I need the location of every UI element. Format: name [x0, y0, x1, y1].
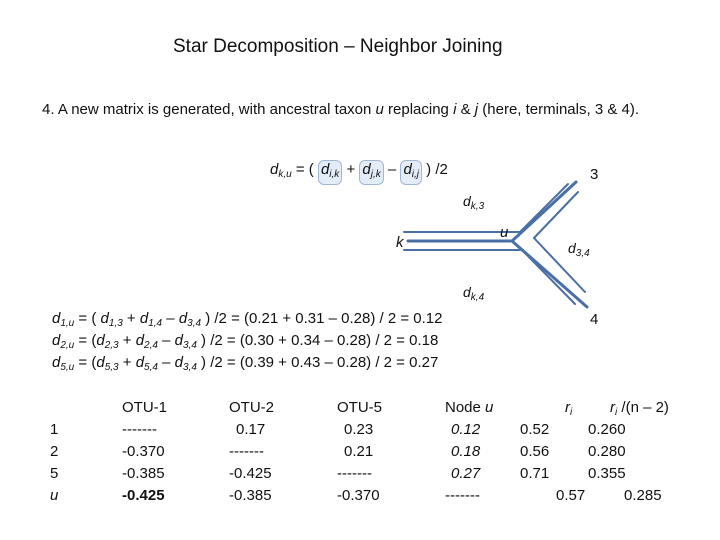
cell-otu2-r4: -0.385	[229, 487, 272, 504]
step-var-j: j	[474, 101, 479, 118]
ri-value-u: 0.57	[556, 487, 586, 504]
cell-otu5-r4: -0.370	[337, 487, 380, 504]
step-var-i: i	[453, 101, 457, 118]
formula-lhs: $d_{k,u}$	[270, 161, 292, 180]
cell-otu5-r3: -------	[337, 465, 372, 482]
col-header-otu5: OTU-5	[337, 399, 382, 416]
calc-row-3: $d_{5,u} = (d_{5,3} + d_{5,4} - d_{3,4}$ ) /2 = (0.39 + 0.43 – 0.28) / 2 = 0.27	[52, 354, 439, 373]
col-header-ri: $r_i$	[565, 399, 573, 418]
calc-row-2: $d_{2,u} = (d_{2,3} + d_{2,4} - d_{3,4}$ ) /2 = (0.30 + 0.34 – 0.28) / 2 = 0.18	[52, 332, 439, 351]
cell-otu5-r1: 0.23	[344, 421, 374, 438]
terminal-label-3: 3	[590, 166, 599, 183]
cell-node-r2: 0.18	[451, 443, 481, 460]
formula-end: ) /2	[422, 161, 448, 178]
edge-label-dk3: $d_{k,3}$	[463, 193, 485, 212]
col-header-ri-n: $r_i$ /(n – 2)	[610, 399, 669, 418]
row-label-2: 2	[50, 443, 59, 460]
cell-otu1-r3: -0.385	[122, 465, 165, 482]
col-header-otu1: OTU-1	[122, 399, 167, 416]
row-label-u: u	[50, 487, 59, 504]
ri-n-value-1: 0.260	[588, 421, 626, 438]
formula-minus: –	[383, 161, 401, 178]
step-suffix: (here, terminals, 3 & 4).	[478, 101, 640, 118]
cell-otu2-r2: -------	[229, 443, 264, 460]
step-amp: &	[456, 101, 475, 118]
ri-value-5: 0.71	[520, 465, 550, 482]
cell-node-r1: 0.12	[451, 421, 481, 438]
ri-n-value-2: 0.280	[588, 443, 626, 460]
ri-value-1: 0.52	[520, 421, 550, 438]
path-arc-upper-to-3	[520, 184, 568, 232]
cell-node-r3: 0.27	[451, 465, 481, 482]
col-header-node-u: Node u	[445, 399, 494, 416]
step-prefix: 4. A new matrix is generated, with ancestral taxon	[42, 101, 376, 118]
terminal-label-4: 4	[590, 311, 599, 328]
formula-term-dik: $d_{i,k}$	[318, 160, 342, 185]
formula-plus: +	[342, 161, 360, 178]
row-label-5: 5	[50, 465, 59, 482]
slide-title: Star Decomposition – Neighbor Joining	[173, 36, 503, 57]
formula-term-dij: $d_{i,j}$	[400, 160, 422, 185]
step-var-u: u	[375, 101, 384, 118]
ri-n-value-5: 0.355	[588, 465, 626, 482]
col-header-otu2: OTU-2	[229, 399, 274, 416]
cell-otu1-r4: -0.425	[122, 487, 165, 504]
cell-otu1-r1: -------	[122, 421, 157, 438]
node-label-k: k	[396, 234, 404, 251]
node-label-u: u	[500, 224, 509, 241]
branch-u-3	[512, 182, 576, 241]
cell-otu2-r3: -0.425	[229, 465, 272, 482]
formula-term-djk: $d_{j,k}$	[359, 160, 383, 185]
cell-otu2-r1: 0.17	[236, 421, 266, 438]
edge-label-dk4: $d_{k,4}$	[463, 284, 485, 303]
row-label-1: 1	[50, 421, 59, 438]
ri-value-2: 0.56	[520, 443, 550, 460]
ri-n-value-u: 0.285	[624, 487, 662, 504]
step-mid: replacing	[383, 101, 454, 118]
cell-otu5-r2: 0.21	[344, 443, 374, 460]
calc-row-1: $d_{1,u}$ = ( $d_{1,3} + d_{1,4} - d_{3,4}$ ) /2 = (0.21 + 0.31 – 0.28) / 2 = 0.12	[52, 310, 443, 329]
cell-otu1-r2: -0.370	[122, 443, 165, 460]
cell-node-r4: -------	[445, 487, 480, 504]
formula-eq: = (	[291, 161, 318, 178]
edge-label-d34: $d_{3,4}$	[568, 240, 590, 259]
